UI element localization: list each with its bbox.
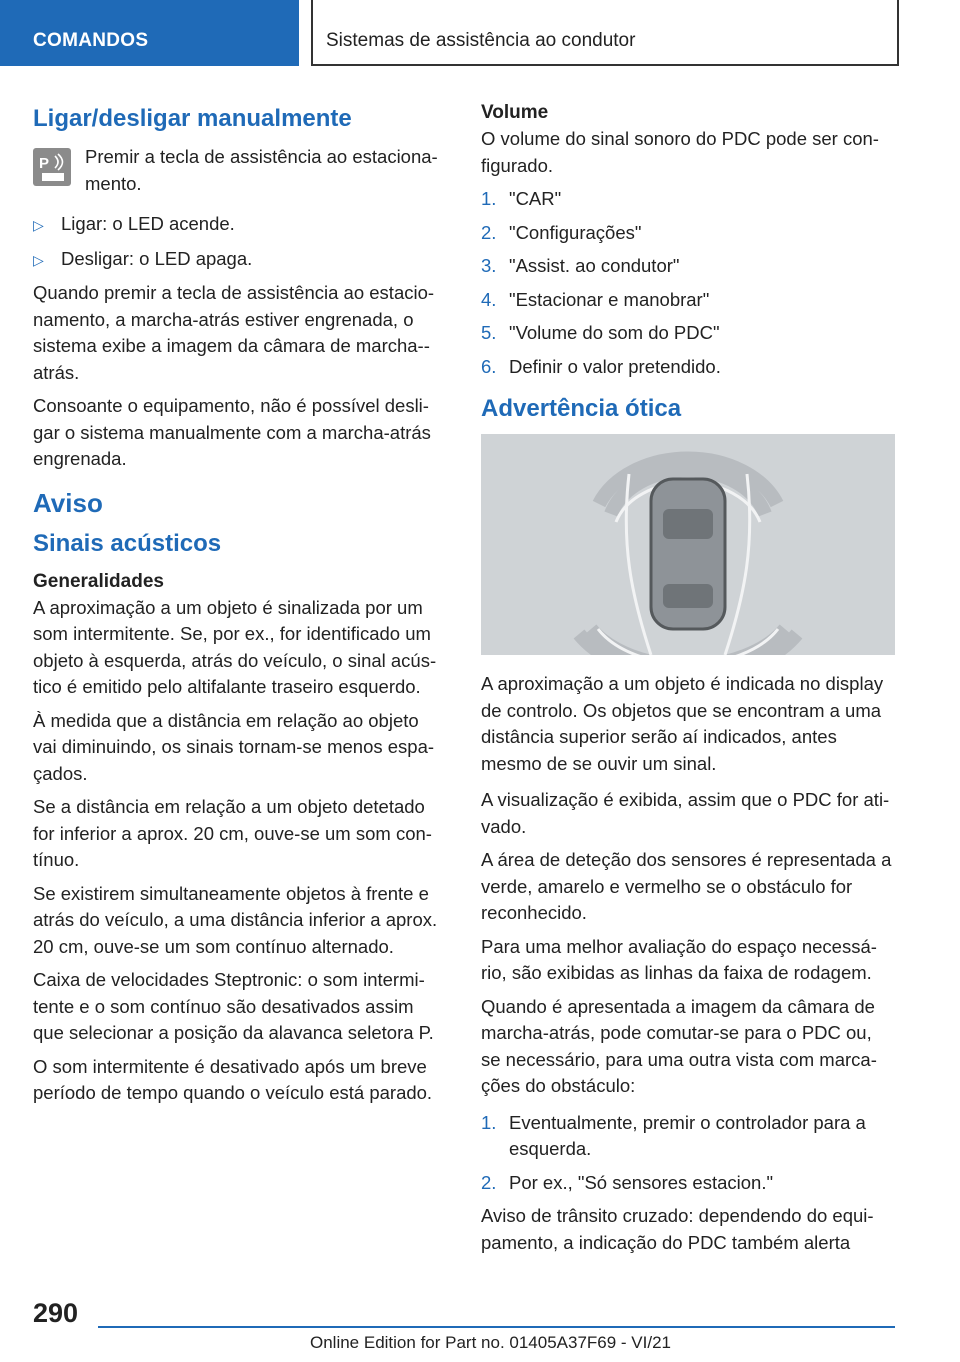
page-number: 290	[33, 1298, 79, 1328]
right-column	[481, 100, 895, 1263]
paragraph: Caixa de velocidades Steptronic: o som intermi-tente e o som contínuo são desativados assim que selecionar a posição da alavanca seletora P.	[33, 969, 434, 1043]
paragraph: Quando é apresentada a imagem da câmara de marcha-atrás, pode comutar-se para o PDC ou, se necessário, para uma outra vista com marca-ções do obstáculo:	[481, 995, 877, 1096]
heading-aviso: Aviso	[33, 487, 103, 518]
step-text: "Volume do som do PDC"	[509, 322, 720, 343]
step-number: 2.	[481, 221, 497, 243]
triangle-bullet-icon: ▷	[33, 251, 44, 268]
steps-list	[481, 1110, 895, 1197]
paragraph: Se a distância em relação a um objeto detetado for inferior a aprox. 20 cm, ouve-se um som con-tínuo.	[33, 796, 432, 870]
chapter-header	[311, 0, 899, 66]
step-text: "CAR"	[509, 188, 562, 209]
step-text: "Configurações"	[509, 221, 642, 243]
icon-instruction-text: Premir a tecla de assistência ao estaciona-mento.	[85, 146, 438, 194]
left-column	[33, 100, 445, 1114]
step-number: 3.	[481, 255, 497, 276]
edition-note: Online Edition for Part no. 01405A37F69 - VI/21	[310, 1333, 672, 1352]
section-tab	[0, 0, 299, 66]
heading-advertencia: Advertência ótica	[481, 395, 682, 422]
list-item	[481, 1110, 895, 1163]
heading-sinais: Sinais acústicos	[33, 529, 222, 557]
step-text: "Estacionar e manobrar"	[509, 288, 710, 310]
paragraph: Para uma melhor avaliação do espaço necessá-rio, são exibidas as linhas da faixa de rodagem.	[481, 935, 877, 983]
pdc-display-image	[481, 434, 895, 655]
parking-assist-icon	[33, 148, 71, 186]
step-number: 1.	[481, 188, 497, 209]
paragraph: Aviso de trânsito cruzado: dependendo do equi-pamento, a indicação do PDC também alerta	[481, 1205, 874, 1253]
heading-generalidades: Generalidades	[33, 570, 164, 592]
paragraph: Se existirem simultaneamente objetos à frente e atrás do veículo, a uma distância inferior a aprox. 20 cm, ouve-se um som contínuo alternado.	[33, 882, 438, 957]
paragraph: A aproximação a um objeto é sinalizada por um som intermitente. Se, por ex., for identificado um objeto à esquerda, atrás do veículo, o sinal acús-tico é emitido pelo altifalante traseiro esquerdo.	[33, 596, 437, 697]
svg-text:P: P	[39, 155, 50, 172]
list-item	[481, 253, 895, 280]
paragraph: À medida que a distância em relação ao objeto vai diminuindo, os sinais tornam-se menos espa-çados.	[33, 709, 435, 784]
step-text: Definir o valor pretendido.	[509, 355, 721, 377]
step-text: "Assist. ao condutor"	[509, 255, 680, 276]
paragraph: O som intermitente é desativado após um breve período de tempo quando o veículo está parado.	[33, 1055, 433, 1103]
step-number: 5.	[481, 322, 497, 343]
section-label: COMANDOS	[33, 30, 149, 51]
list-item	[481, 220, 895, 247]
chapter-title: Sistemas de assistência ao condutor	[326, 30, 636, 51]
icon-instruction	[33, 144, 445, 197]
footer-divider	[98, 1326, 895, 1328]
step-number: 2.	[481, 1171, 497, 1193]
heading-manual: Ligar/desligar manualmente	[33, 105, 352, 132]
list-item	[481, 320, 895, 347]
list-item	[481, 354, 895, 381]
list-item	[481, 186, 895, 213]
paragraph: O volume do sinal sonoro do PDC pode ser con-figurado.	[481, 128, 879, 176]
list-item	[481, 287, 895, 314]
triangle-bullet-icon: ▷	[33, 217, 44, 233]
step-number: 6.	[481, 355, 497, 377]
paragraph: A aproximação a um objeto é indicada no display de controlo. Os objetos que se encontram a uma distância superior serão aí indicados, antes mesmo de se ouvir um sinal.	[481, 673, 884, 774]
step-number: 1.	[481, 1111, 497, 1133]
step-number: 4.	[481, 288, 497, 310]
paragraph: Consoante o equipamento, não é possível desli-gar o sistema manualmente com a marcha-atrás engrenada.	[33, 395, 431, 469]
step-text: Eventualmente, premir o controlador para a esquerda.	[509, 1111, 866, 1159]
list-item	[481, 1170, 895, 1197]
paragraph: A visualização é exibida, assim que o PDC for ati-vado.	[481, 789, 890, 837]
heading-volume: Volume	[481, 102, 549, 123]
paragraph: Quando premir a tecla de assistência ao estacio-namento, a marcha-atrás estiver engrenada, o sistema exibe a imagem da câmara de marcha--atrás.	[33, 282, 435, 383]
list-item: ▷ Ligar: o LED acende.	[33, 211, 445, 239]
step-text: Por ex., "Só sensores estacion."	[509, 1171, 774, 1193]
list-item: ▷ Desligar: o LED apaga.	[33, 246, 445, 274]
paragraph: A área de deteção dos sensores é representada a verde, amarelo e vermelho se o obstáculo for reconhecido.	[481, 849, 892, 923]
steps-list	[481, 186, 895, 380]
